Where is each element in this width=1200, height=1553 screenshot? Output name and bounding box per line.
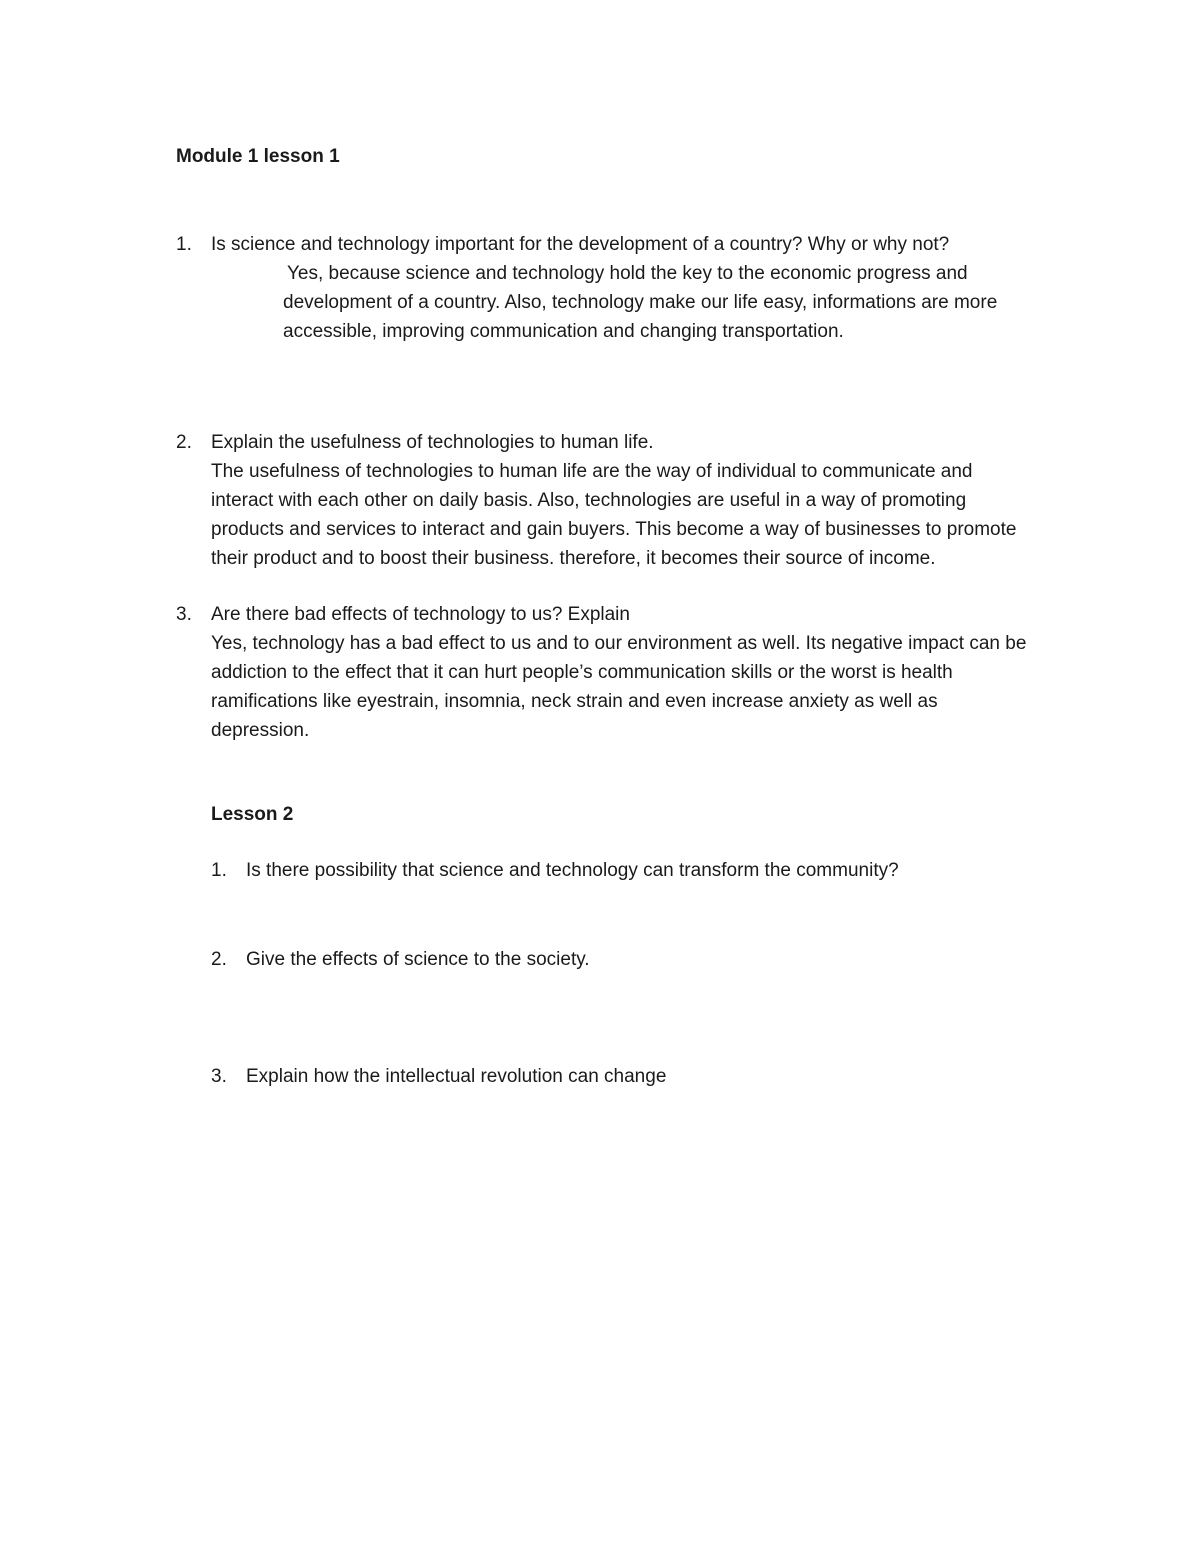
question-text: Are there bad effects of technology to us? Explain [211,604,630,625]
question-text: Is science and technology important for the development of a country? Why or why not? [211,234,950,255]
question-text: Explain the usefulness of technologies to human life. [211,432,654,453]
answer-line: interact with each other on daily basis. Also, technologies are useful in a way of promoting [211,490,967,511]
answer-line: their product and to boost their business. therefore, it becomes their source of income. [211,548,936,569]
question-number: 1. [176,234,192,255]
question-number: 3. [176,604,192,625]
answer-line: The usefulness of technologies to human life are the way of individual to communicate and [211,461,973,482]
question-number: 1. [211,860,227,881]
question-number: 2. [211,949,227,970]
question-text: Explain how the intellectual revolution can change [246,1066,667,1087]
module-title: Module 1 lesson 1 [176,146,340,167]
answer-line: ramifications like eyestrain, insomnia, neck strain and even increase anxiety as well as [211,691,938,712]
answer-line: Yes, technology has a bad effect to us and to our environment as well. Its negative impact can be [211,633,1027,654]
question-number: 3. [211,1066,227,1087]
question-number: 2. [176,432,192,453]
lesson2-title: Lesson 2 [211,804,294,825]
answer-line: development of a country. Also, technology make our life easy, informations are more [283,292,998,313]
answer-line: Yes, because science and technology hold the key to the economic progress and [287,263,968,284]
answer-line: products and services to interact and gain buyers. This become a way of businesses to promote [211,519,1017,540]
answer-line: accessible, improving communication and changing transportation. [283,321,844,342]
question-text: Is there possibility that science and technology can transform the community? [246,860,899,881]
answer-line: addiction to the effect that it can hurt people’s communication skills or the worst is health [211,662,953,683]
question-text: Give the effects of science to the society. [246,949,590,970]
answer-line: depression. [211,720,310,741]
